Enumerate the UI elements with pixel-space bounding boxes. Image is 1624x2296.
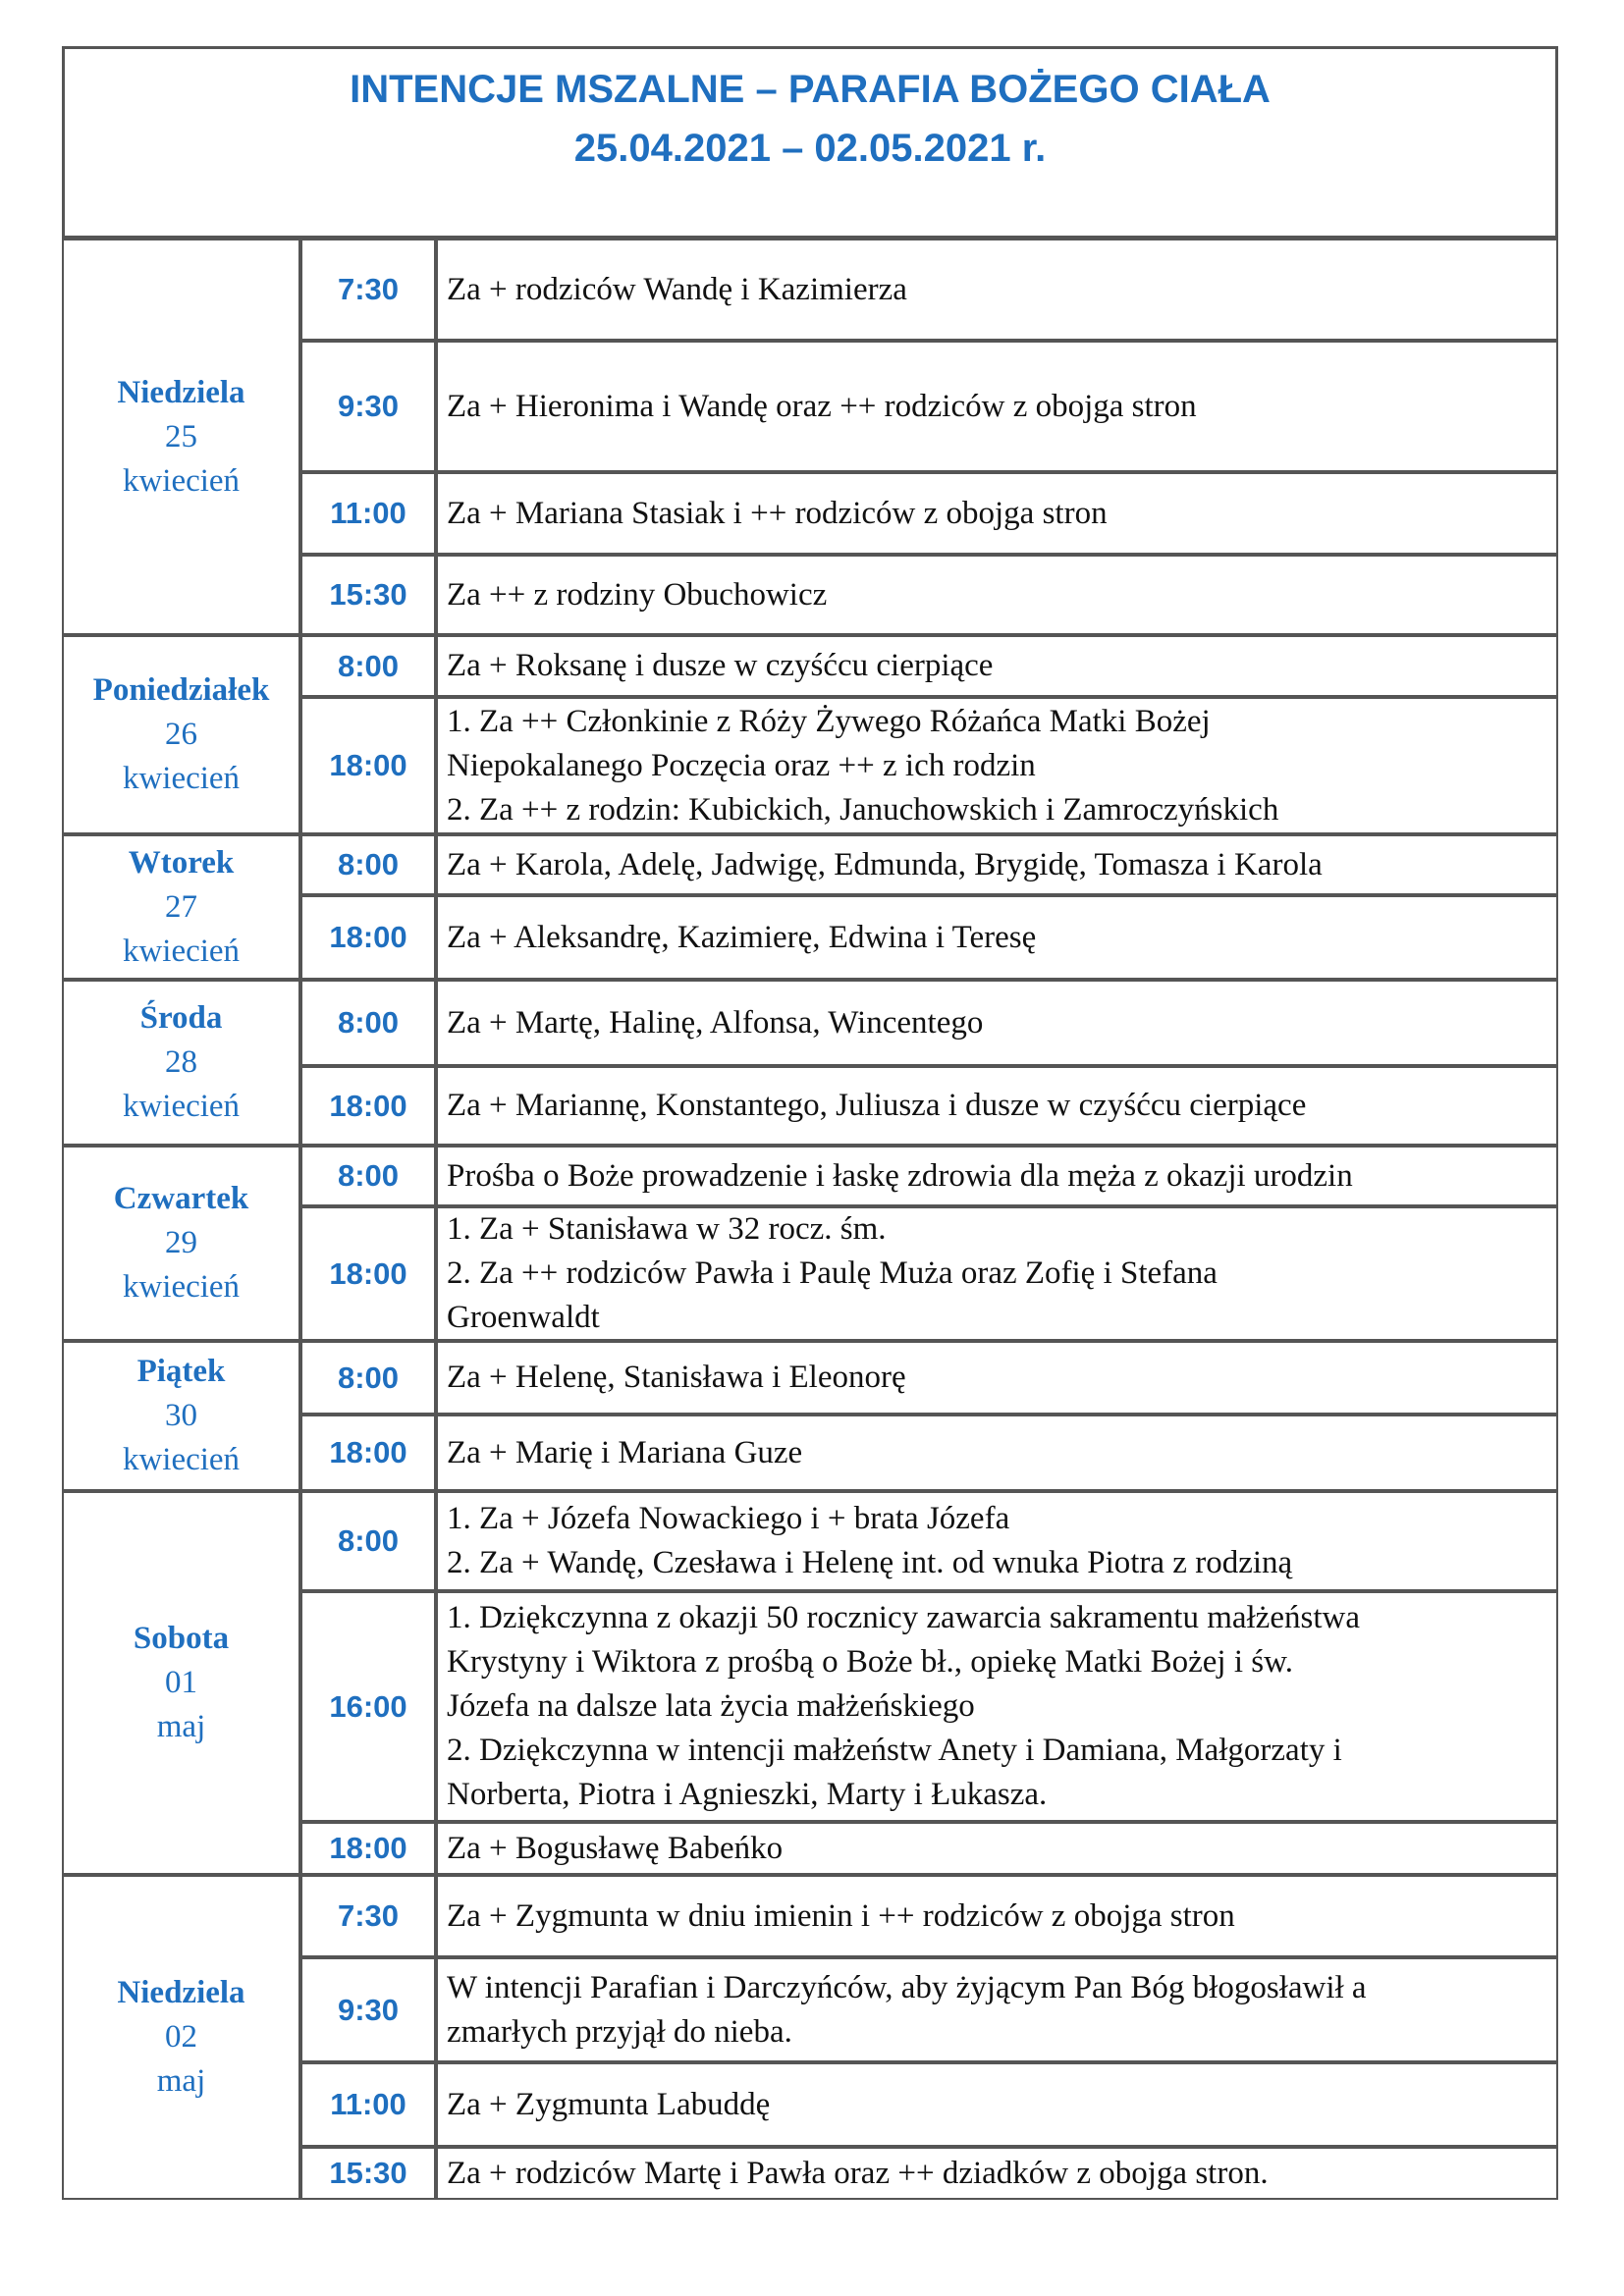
intention-line: 2. Dziękczynna w intencji małżeństw Anety i Damiana, Małgorzaty i <box>447 1733 1342 1768</box>
day-cell <box>62 239 300 635</box>
mass-intention <box>436 1822 1558 1875</box>
mass-time <box>300 1491 436 1591</box>
mass-time-label: 15:30 <box>329 2156 407 2190</box>
mass-time <box>300 472 436 555</box>
mass-time-label: 18:00 <box>329 1435 407 1469</box>
mass-time <box>300 239 436 341</box>
day-name: Piątek <box>136 1354 226 1389</box>
day-month: maj <box>156 2063 206 2099</box>
intention-line: Za + Aleksandrę, Kazimierę, Edwina i Teresę <box>447 919 1037 955</box>
day-cell <box>62 980 300 1146</box>
mass-time-label: 7:30 <box>337 1898 400 1933</box>
intention-line: 1. Za ++ Członkinie z Róży Żywego Różańca Matki Bożej <box>447 703 1211 739</box>
mass-intention <box>436 635 1558 697</box>
mass-time <box>300 555 436 635</box>
mass-time <box>300 2062 436 2147</box>
mass-intention <box>436 980 1558 1066</box>
mass-time-label: 8:00 <box>337 648 400 683</box>
mass-time-label: 18:00 <box>329 748 407 782</box>
day-name: Niedziela <box>117 374 245 410</box>
day-date: 27 <box>165 888 197 925</box>
mass-intention <box>436 1875 1558 1957</box>
day-month: kwiecień <box>122 1089 241 1124</box>
intention-line: Za + Mariannę, Konstantego, Juliusza i dusze w czyśćcu cierpiące <box>447 1088 1307 1123</box>
mass-time-label: 8:00 <box>337 847 400 881</box>
mass-intention <box>436 1341 1558 1415</box>
day-name: Środa <box>139 1000 223 1036</box>
mass-time-label: 18:00 <box>329 1831 407 1865</box>
mass-time-label: 18:00 <box>329 1088 407 1123</box>
day-month: kwiecień <box>122 761 241 796</box>
day-month: kwiecień <box>122 933 241 969</box>
intention-line: Za + Karola, Adelę, Jadwigę, Edmunda, Brygidę, Tomasza i Karola <box>447 846 1323 882</box>
intention-line: Za + Zygmunta w dniu imienin i ++ rodziców z obojga stron <box>447 1897 1235 1934</box>
mass-intention <box>436 2147 1558 2200</box>
intention-line: Za + Roksanę i dusze w czyśćcu cierpiące <box>447 648 994 683</box>
day-month: kwiecień <box>122 1269 241 1305</box>
mass-intention <box>436 239 1558 341</box>
mass-time-label: 8:00 <box>337 1360 400 1395</box>
intention-line: Prośba o Boże prowadzenie i łaskę zdrowia dla męża z okazji urodzin <box>447 1157 1353 1194</box>
day-name: Czwartek <box>113 1181 249 1216</box>
title-line-1: INTENCJE MSZALNE – PARAFIA BOŻEGO CIAŁA <box>350 68 1271 111</box>
intention-line: Za + Hieronima i Wandę oraz ++ rodziców z obojga stron <box>447 388 1197 424</box>
day-month: kwiecień <box>122 462 241 499</box>
day-month: maj <box>156 1709 206 1744</box>
mass-intention <box>436 834 1558 895</box>
intention-line: Groenwaldt <box>447 1300 600 1335</box>
mass-time <box>300 2147 436 2200</box>
intention-line: 2. Za ++ rodziców Pawła i Paulę Muża oraz Zofię i Stefana <box>447 1255 1218 1291</box>
mass-time <box>300 1066 436 1146</box>
mass-time <box>300 341 436 472</box>
mass-time-label: 11:00 <box>330 496 406 530</box>
mass-time-label: 18:00 <box>329 920 407 954</box>
intention-line: 2. Za + Wandę, Czesława i Helenę int. od wnuka Piotra z rodziną <box>447 1545 1293 1580</box>
mass-time <box>300 1341 436 1415</box>
mass-time <box>300 1822 436 1875</box>
mass-time-label: 8:00 <box>337 1523 400 1558</box>
day-date: 28 <box>165 1044 197 1080</box>
intention-line: Za + rodziców Wandę i Kazimierza <box>447 271 907 307</box>
day-name: Poniedziałek <box>92 672 270 708</box>
mass-time-label: 11:00 <box>330 2087 406 2121</box>
day-date: 01 <box>165 1665 197 1700</box>
mass-time-label: 15:30 <box>329 577 407 612</box>
mass-time-label: 8:00 <box>337 1005 400 1040</box>
mass-intention <box>436 697 1558 834</box>
day-cell <box>62 1491 300 1875</box>
mass-intention <box>436 341 1558 472</box>
intention-line: Norberta, Piotra i Agnieszki, Marty i Łukasza. <box>447 1777 1048 1812</box>
intention-line: Za + Helenę, Stanisława i Eleonorę <box>447 1360 906 1395</box>
mass-time-label: 18:00 <box>329 1255 407 1291</box>
day-name: Wtorek <box>128 844 235 881</box>
mass-time <box>300 834 436 895</box>
mass-time-label: 8:00 <box>337 1158 400 1193</box>
mass-intention <box>436 1415 1558 1491</box>
mass-time <box>300 1591 436 1822</box>
day-date: 30 <box>165 1398 197 1433</box>
mass-time-label: 9:30 <box>337 389 400 423</box>
intention-line: 1. Za + Józefa Nowackiego i + brata Józefa <box>447 1501 1010 1536</box>
intention-line: Józefa na dalsze lata życia małżeńskiego <box>447 1688 975 1724</box>
page-title <box>62 46 1558 239</box>
mass-intention <box>436 1491 1558 1591</box>
intention-line: Niepokalanego Poczęcia oraz ++ z ich rodzin <box>447 747 1036 783</box>
intention-line: Za + Bogusławę Babeńko <box>447 1830 784 1866</box>
mass-intention <box>436 895 1558 980</box>
mass-intention <box>436 1146 1558 1206</box>
day-name: Niedziela <box>117 1975 245 2010</box>
intention-line: Za + rodziców Martę i Pawła oraz ++ dziadków z obojga stron. <box>447 2155 1269 2191</box>
mass-time <box>300 1206 436 1341</box>
mass-time <box>300 980 436 1066</box>
day-cell <box>62 834 300 980</box>
mass-time-label: 7:30 <box>337 272 400 306</box>
intention-line: Za ++ z rodziny Obuchowicz <box>447 576 828 613</box>
intention-line: 1. Dziękczynna z okazji 50 rocznicy zawarcia sakramentu małżeństwa <box>447 1600 1360 1635</box>
mass-time-label: 9:30 <box>337 1992 400 2027</box>
day-month: kwiecień <box>122 1442 241 1477</box>
mass-time <box>300 895 436 980</box>
mass-time-label: 16:00 <box>329 1688 407 1724</box>
day-date: 29 <box>165 1225 197 1260</box>
day-cell <box>62 635 300 834</box>
mass-time <box>300 1415 436 1491</box>
intention-line: Za + Mariana Stasiak i ++ rodziców z obojga stron <box>447 495 1108 531</box>
intention-line: Za + Zygmunta Labuddę <box>447 2086 771 2122</box>
mass-intention <box>436 472 1558 555</box>
intention-line: 1. Za + Stanisława w 32 rocz. śm. <box>447 1211 887 1247</box>
intention-line: Za + Marię i Mariana Guze <box>447 1434 803 1470</box>
day-date: 02 <box>165 2019 197 2055</box>
day-cell <box>62 1146 300 1341</box>
mass-intention <box>436 1591 1558 1822</box>
intention-line: zmarłych przyjął do nieba. <box>447 2013 792 2050</box>
intention-line: 2. Za ++ z rodzin: Kubickich, Januchowskich i Zamroczyńskich <box>447 791 1279 828</box>
mass-time <box>300 1875 436 1957</box>
mass-time <box>300 697 436 834</box>
day-cell <box>62 1875 300 2200</box>
intention-line: Krystyny i Wiktora z prośbą o Boże bł., opiekę Matki Bożej i św. <box>447 1644 1294 1680</box>
mass-intention <box>436 555 1558 635</box>
intention-line: Za + Martę, Halinę, Alfonsa, Wincentego <box>447 1004 984 1041</box>
title-line-2: 25.04.2021 – 02.05.2021 r. <box>573 127 1047 170</box>
mass-intention <box>436 1206 1558 1341</box>
mass-intention <box>436 1957 1558 2062</box>
mass-time <box>300 1146 436 1206</box>
day-cell <box>62 1341 300 1491</box>
mass-time <box>300 1957 436 2062</box>
day-name: Sobota <box>133 1621 230 1656</box>
intention-line: W intencji Parafian i Darczyńców, aby żyjącym Pan Bóg błogosławił a <box>447 1969 1367 2005</box>
mass-intention <box>436 2062 1558 2147</box>
mass-time <box>300 635 436 697</box>
day-date: 26 <box>165 717 197 752</box>
day-date: 25 <box>165 418 197 454</box>
mass-intention <box>436 1066 1558 1146</box>
